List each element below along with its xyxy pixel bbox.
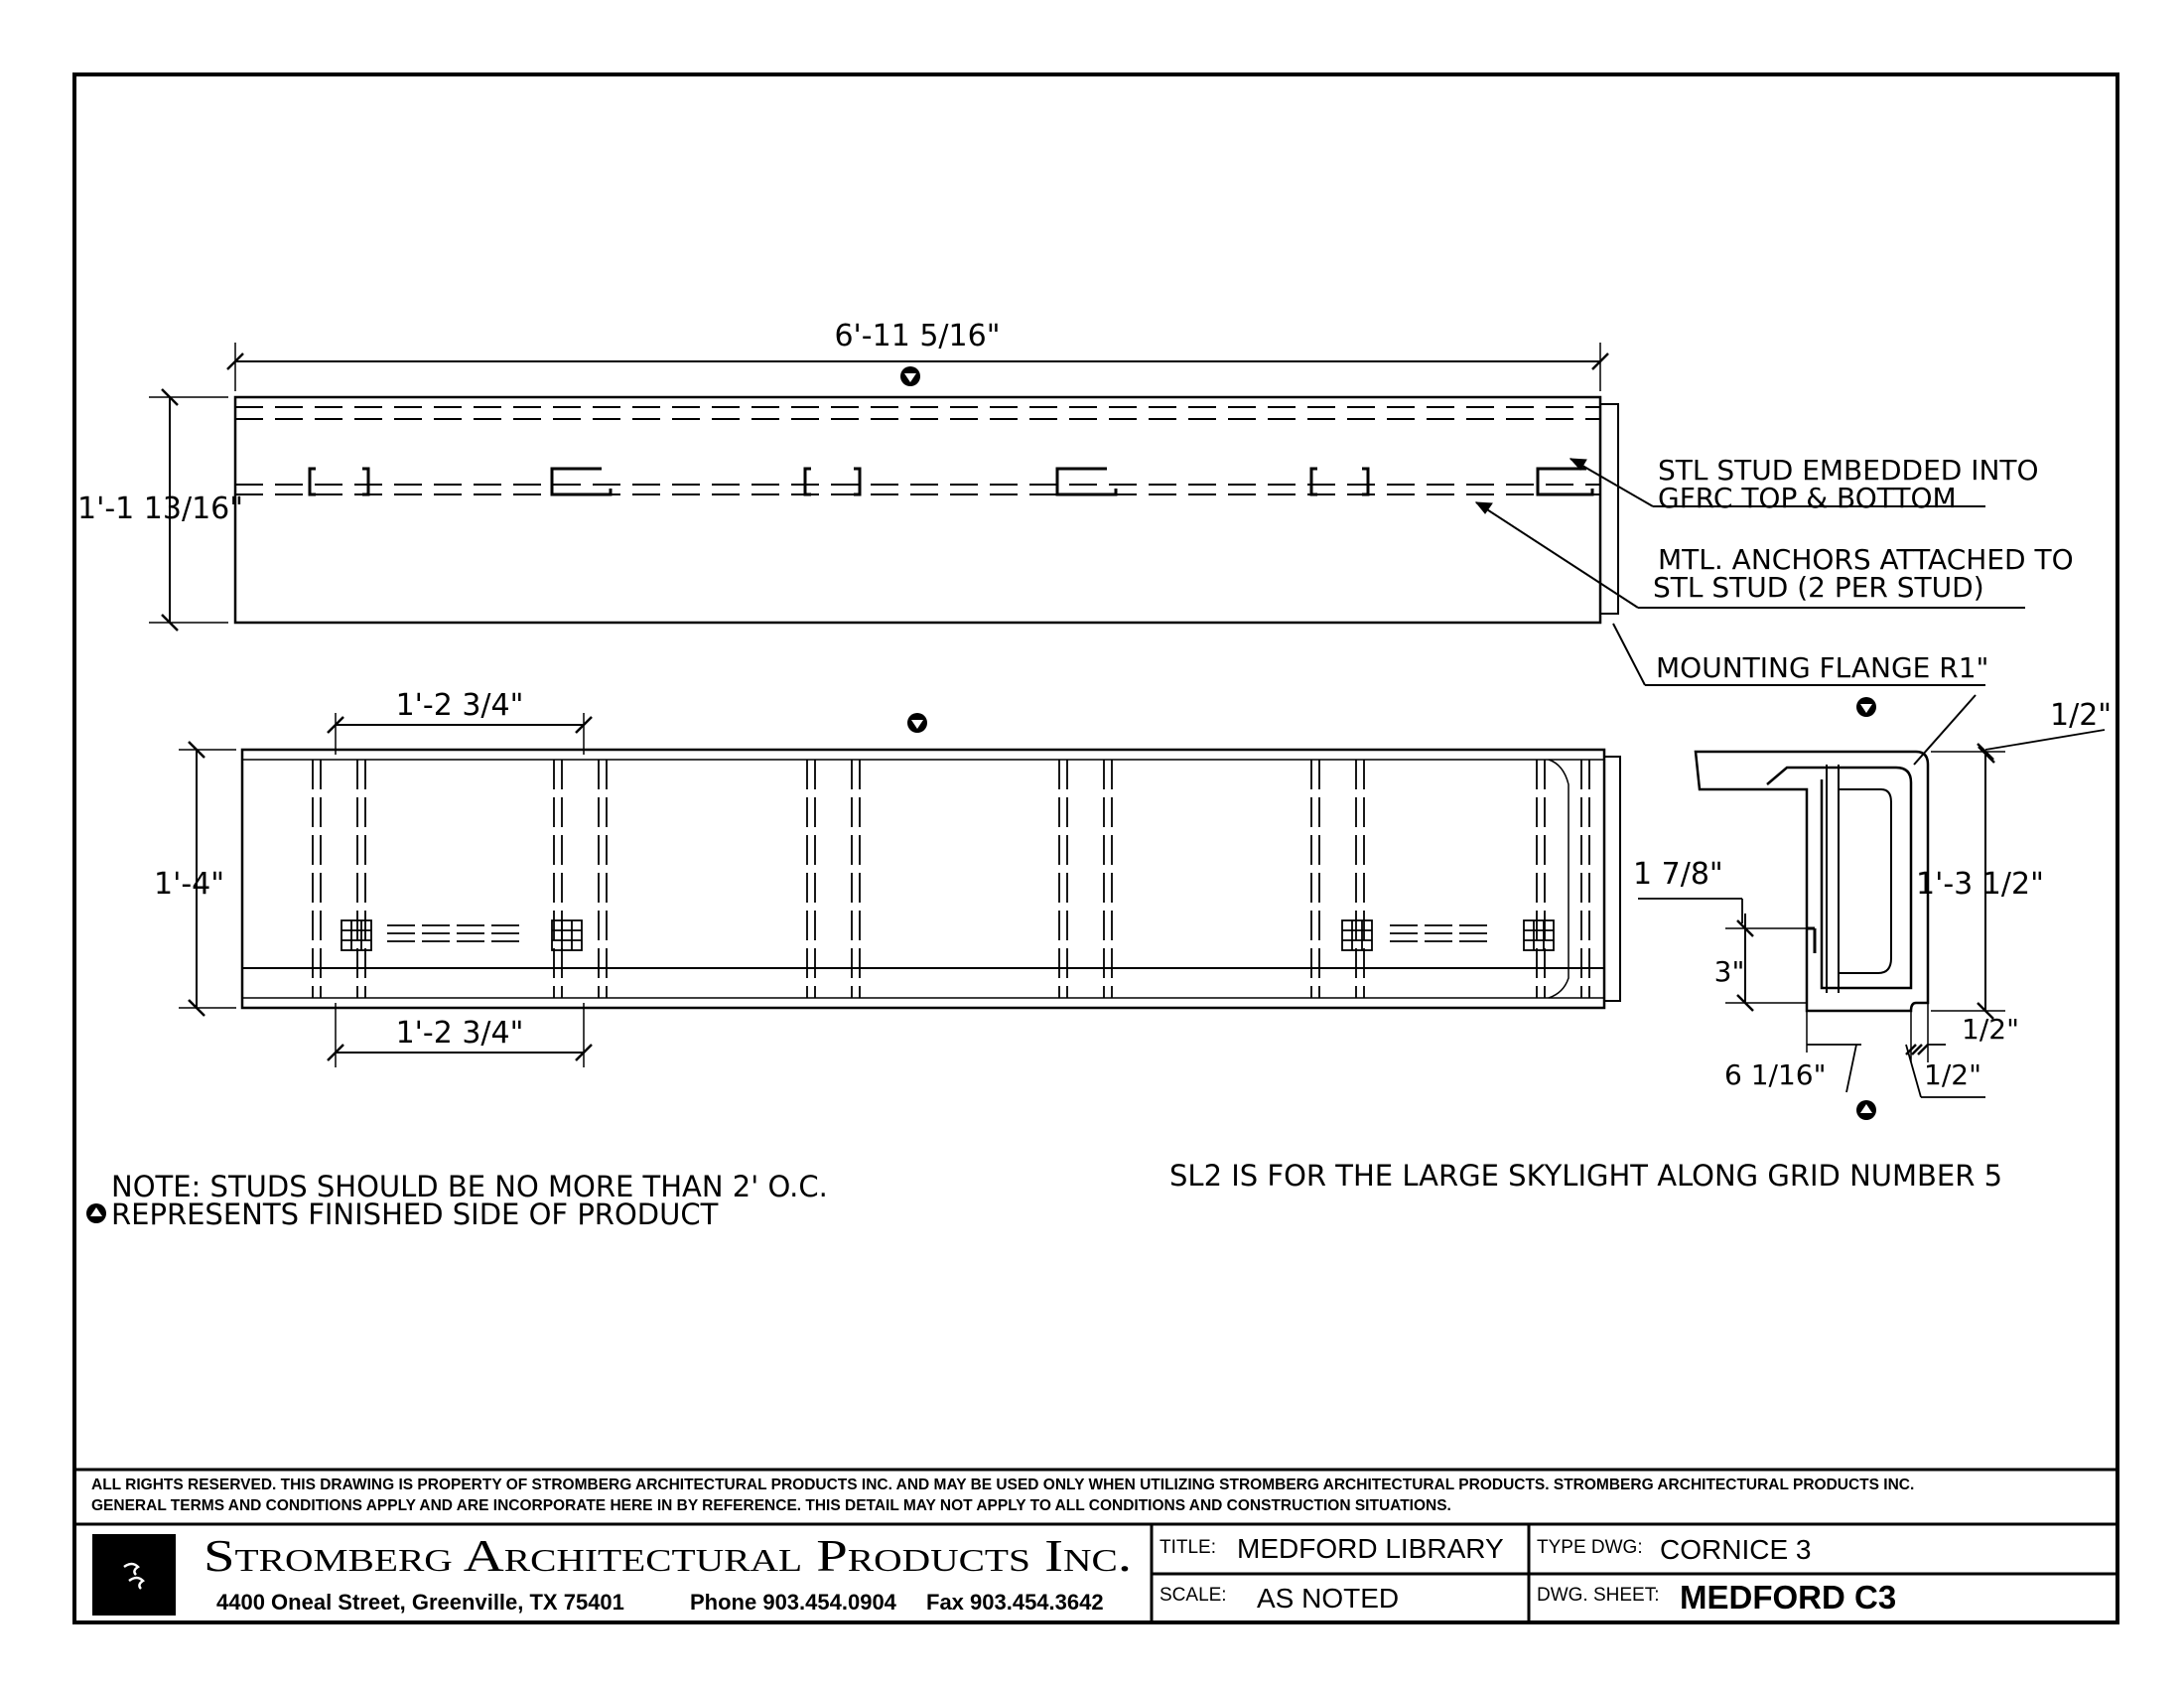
overall-length-dim: 6'-11 5/16" <box>834 319 1001 353</box>
anchors-callout-line1: MTL. ANCHORS ATTACHED TO <box>1658 543 2074 576</box>
dwg-sheet-label: DWG. SHEET: <box>1537 1585 1660 1606</box>
title-label: TITLE: <box>1160 1537 1217 1558</box>
plan-view <box>179 713 1620 1067</box>
anchor-plates <box>341 920 1554 950</box>
legal-line-1: ALL RIGHTS RESERVED. THIS DRAWING IS PROPERTY OF STROMBERG ARCHITECTURAL PRODUCTS INC. AND MAY BE USED ONLY WHEN UTILIZING STROMBERG ARCHITECTURAL PRODUCTS. STROMBERG ARCHITECTURAL PRODUCTS INC. <box>91 1477 1915 1493</box>
elevation-height-dim: 1'-1 13/16" <box>77 492 244 526</box>
section-anchor-spacing-dim: 3" <box>1713 955 1745 988</box>
company-address: 4400 Oneal Street, Greenville, TX 75401 <box>216 1590 624 1615</box>
company-phone: Phone 903.454.0904 <box>690 1590 896 1615</box>
legal-line-2: GENERAL TERMS AND CONDITIONS APPLY AND ARE INCORPORATE HERE IN BY REFERENCE. THIS DETAIL MAY NOT APPLY TO ALL CONDITIONS AND CONSTRUCTION SITUATIONS. <box>91 1497 1451 1514</box>
section-height-dim: 1'-3 1/2" <box>1916 867 2044 902</box>
company-name: Stromberg Architectural Products Inc. <box>204 1530 1132 1581</box>
section-stud-offset-dim: 1 7/8" <box>1633 857 1723 892</box>
company-fax: Fax 903.454.3642 <box>926 1590 1104 1615</box>
type-dwg-label: TYPE DWG: <box>1537 1537 1643 1558</box>
dwg-sheet-value: MEDFORD C3 <box>1680 1579 1897 1616</box>
note-skylight: SL2 IS FOR THE LARGE SKYLIGHT ALONG GRID NUMBER 5 <box>1169 1159 2003 1193</box>
plan-stud-lines <box>313 760 1589 998</box>
finished-side-marker <box>1856 1100 1876 1120</box>
finished-side-legend-icon <box>86 1203 106 1223</box>
stud-callout-line1: STL STUD EMBEDDED INTO <box>1658 454 2039 487</box>
stud-symbols <box>310 469 1592 494</box>
section-bottom-thickness-dim: 1/2" <box>1962 1013 2019 1046</box>
section-flange-thickness-dim: 1/2" <box>2050 698 2113 733</box>
section-stud-depth-dim: 6 1/16" <box>1724 1058 1827 1091</box>
scale-label: SCALE: <box>1160 1585 1227 1606</box>
plan-depth-dim: 1'-4" <box>154 867 225 902</box>
finished-side-marker <box>900 366 920 386</box>
scale-value: AS NOTED <box>1257 1583 1400 1614</box>
type-dwg-value: CORNICE 3 <box>1660 1534 1812 1565</box>
anchors-callout-line2: STL STUD (2 PER STUD) <box>1653 571 1984 604</box>
title-value: MEDFORD LIBRARY <box>1237 1533 1504 1564</box>
flange-callout: MOUNTING FLANGE R1" <box>1656 651 1989 684</box>
note-finished-side: REPRESENTS FINISHED SIDE OF PRODUCT <box>111 1197 719 1231</box>
sheet-border <box>74 74 2117 1622</box>
note-studs: NOTE: STUDS SHOULD BE NO MORE THAN 2' O.C. <box>111 1170 828 1203</box>
plan-bottom-spacing-dim: 1'-2 3/4" <box>395 1016 524 1051</box>
finished-side-marker <box>907 713 927 733</box>
elevation-panel <box>235 397 1600 623</box>
stud-callout-line2: GFRC TOP & BOTTOM <box>1658 482 1957 514</box>
company-logo <box>92 1534 176 1616</box>
section-side-thickness-dim: 1/2" <box>1924 1058 1981 1091</box>
finished-side-marker <box>1856 697 1876 717</box>
plan-top-spacing-dim: 1'-2 3/4" <box>395 688 524 723</box>
